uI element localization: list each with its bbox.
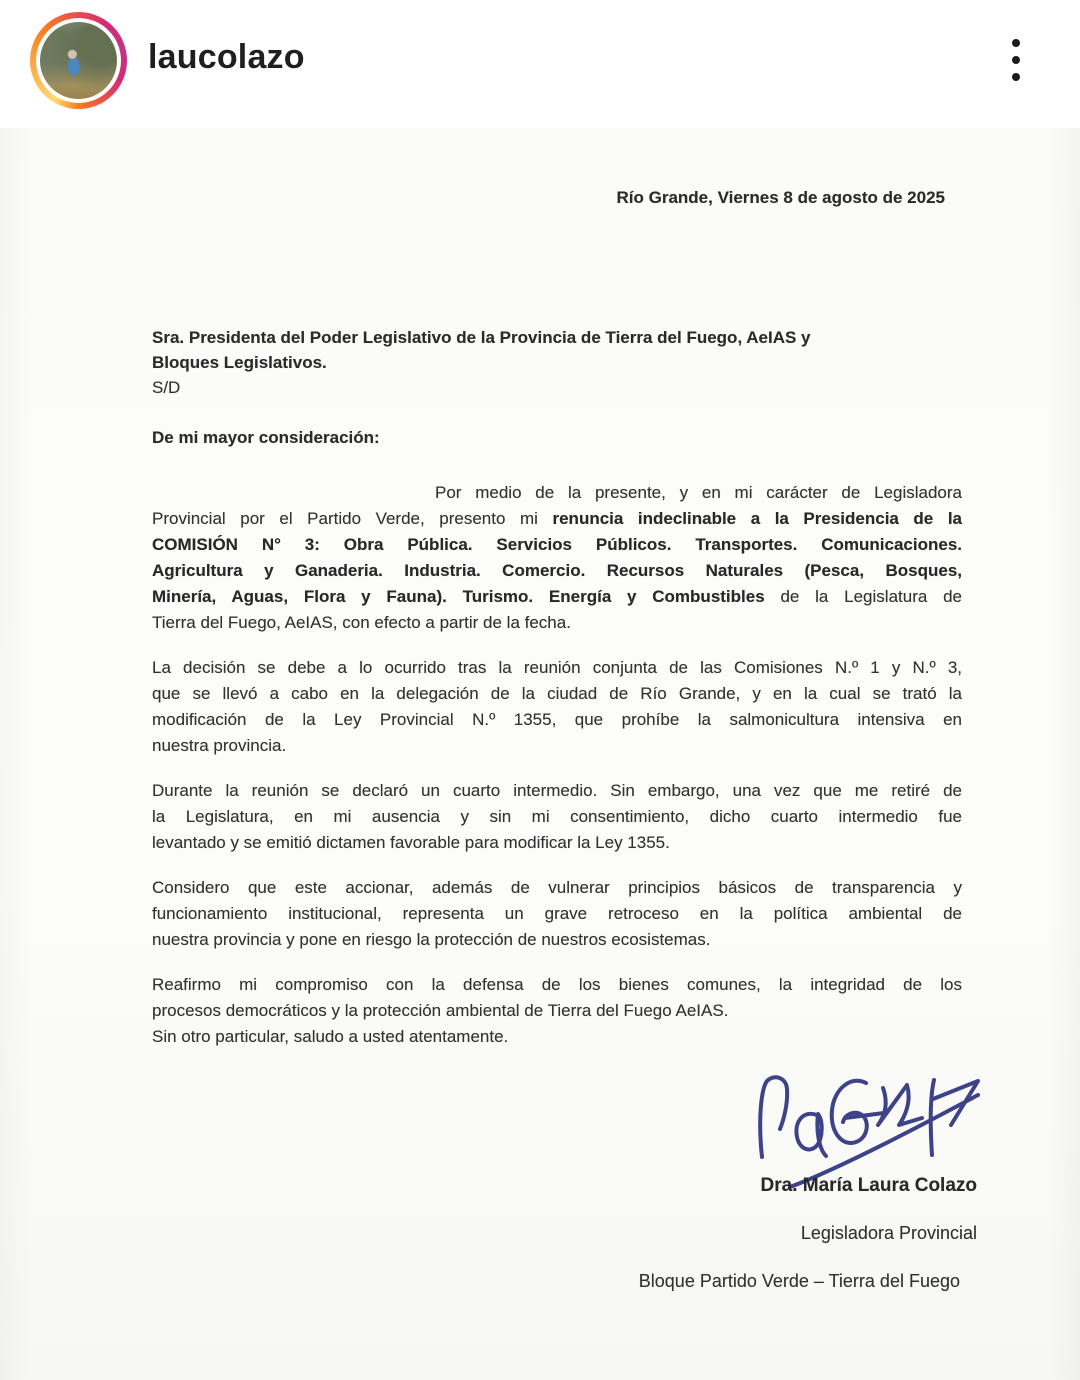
- letter-line: levantado y se emitió dictamen favorable para modificar la Ley 1355.: [152, 833, 670, 852]
- signature-role: Legisladora Provincial: [800, 1223, 977, 1243]
- letter-body: [152, 480, 962, 1024]
- letter-line: La decisión se debe a lo ocurrido tras la reunión conjunta de las Comisiones N.º 1 y N.º 3,: [152, 658, 962, 677]
- letter-line: Bloques Legislativos.: [152, 353, 327, 372]
- letter-line: Tierra del Fuego, AeIAS, con efecto a partir de la fecha.: [152, 613, 571, 632]
- letter-line: nuestra provincia y pone en riesgo la protección de nuestros ecosistemas.: [152, 930, 711, 949]
- letter-line: Por medio de la presente, y en mi carácter de Legisladora: [435, 483, 962, 502]
- kebab-menu-icon: [1012, 39, 1020, 47]
- avatar-gap: [36, 18, 121, 103]
- letter-paragraph: [152, 655, 962, 759]
- letter-line: Provincial por el Partido Verde, presento mi renuncia indeclinable a la Presidencia de la: [152, 509, 962, 528]
- username[interactable]: laucolazo: [148, 38, 305, 76]
- letter-line: COMISIÓN N° 3: Obra Pública. Servicios Públicos. Transportes. Comunicaciones.: [152, 535, 962, 554]
- letter-addressee: [152, 325, 962, 400]
- letter-salutation: De mi mayor consideración:: [152, 428, 380, 447]
- letter-paragraph: [152, 480, 962, 636]
- letter-line: la Legislatura, en mi ausencia y sin mi consentimiento, dicho cuarto intermedio fue: [152, 807, 962, 826]
- letter-paragraph: [152, 875, 962, 953]
- letter-line: S/D: [152, 378, 181, 397]
- signature-bloc: Bloque Partido Verde – Tierra del Fuego: [638, 1271, 960, 1291]
- more-options-button[interactable]: [996, 32, 1036, 88]
- letter-line: Agricultura y Ganaderia. Industria. Comercio. Recursos Naturales (Pesca, Bosques,: [152, 561, 962, 580]
- letter-paragraph: [152, 778, 962, 856]
- letter-line: Considero que este accionar, además de vulnerar principios básicos de transparencia y: [152, 878, 962, 897]
- signature-name: Dra. María Laura Colazo: [760, 1175, 977, 1196]
- avatar[interactable]: [40, 22, 117, 99]
- letter-date-line: Río Grande, Viernes 8 de agosto de 2025: [616, 188, 945, 207]
- letter-line: funcionamiento institucional, representa un grave retroceso en la política ambiental de: [152, 904, 962, 923]
- post-media-letter-scan[interactable]: [0, 128, 1080, 1380]
- letter-line: que se llevó a cabo en la delegación de la ciudad de Río Grande, y en la cual se trató la: [152, 684, 962, 703]
- letter-closing: Sin otro particular, saludo a usted atentamente.: [152, 1027, 509, 1046]
- letter-paragraph: [152, 972, 962, 1024]
- letter-line: modificación de la Ley Provincial N.º 1355, que prohíbe la salmonicultura intensiva en: [152, 710, 962, 729]
- story-ring[interactable]: [30, 12, 127, 109]
- letter-line: procesos democráticos y la protección ambiental de Tierra del Fuego AeIAS.: [152, 1001, 729, 1020]
- letter-line: nuestra provincia.: [152, 736, 287, 755]
- letter-line: Sra. Presidenta del Poder Legislativo de la Provincia de Tierra del Fuego, AeIAS y: [152, 328, 811, 347]
- letter-line: Minería, Aguas, Flora y Fauna). Turismo. Energía y Combustibles de la Legislatura de: [152, 587, 962, 606]
- signature-block: [152, 1069, 977, 1294]
- post-header: [0, 0, 1080, 128]
- letter-line: Durante la reunión se declaró un cuarto intermedio. Sin embargo, una vez que me retiré de: [152, 781, 962, 800]
- letter-line: Reafirmo mi compromiso con la defensa de los bienes comunes, la integridad de los: [152, 975, 962, 994]
